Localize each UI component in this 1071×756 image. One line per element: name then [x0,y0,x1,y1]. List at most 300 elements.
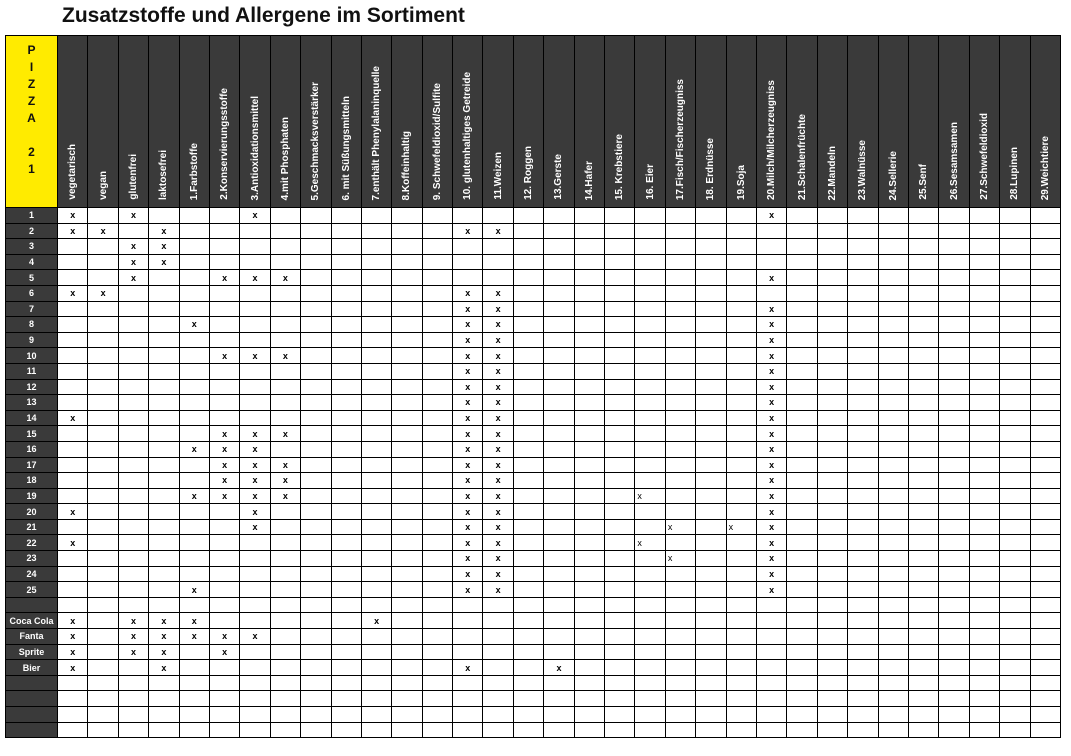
table-cell [58,348,88,364]
table-cell [270,317,300,333]
table-cell [240,332,270,348]
table-cell [422,691,452,707]
table-cell: x [240,208,270,224]
table-cell [878,410,908,426]
table-cell [908,707,938,723]
table-row [6,457,1061,473]
column-header-label: 17.Fisch/Fischerzeugniss [675,78,686,200]
table-cell [605,239,635,255]
table-cell [605,535,635,551]
table-cell [331,691,361,707]
table-cell [635,597,665,613]
table-cell [301,488,331,504]
table-cell [331,473,361,489]
table-cell [361,348,391,364]
table-cell [513,707,543,723]
row-label: 2 [6,223,58,239]
table-cell [878,488,908,504]
table-cell [361,410,391,426]
table-cell [118,301,148,317]
table-cell [544,473,574,489]
table-cell [969,208,999,224]
table-cell [179,223,209,239]
table-cell [665,317,695,333]
table-cell: x [756,332,786,348]
table-cell [1000,488,1030,504]
table-cell [605,426,635,442]
table-cell [453,239,483,255]
table-cell [574,722,604,738]
table-cell [179,473,209,489]
table-cell [726,660,756,676]
table-cell [301,285,331,301]
table-cell [726,270,756,286]
table-cell [635,707,665,723]
table-cell [1000,208,1030,224]
table-cell: x [361,613,391,629]
column-header [544,36,574,208]
table-cell [817,629,847,645]
table-cell [605,660,635,676]
table-cell [878,597,908,613]
table-cell [908,535,938,551]
table-cell [422,707,452,723]
table-cell [361,473,391,489]
table-cell: x [756,208,786,224]
table-cell [331,504,361,520]
table-cell [817,332,847,348]
table-cell [422,644,452,660]
table-cell [331,332,361,348]
table-cell [787,660,817,676]
table-cell [1000,566,1030,582]
table-cell [665,332,695,348]
table-cell [969,473,999,489]
table-cell [209,519,239,535]
table-cell [331,285,361,301]
table-cell [513,379,543,395]
table-cell [969,270,999,286]
table-cell [939,519,969,535]
table-cell [817,254,847,270]
table-cell [1030,285,1060,301]
table-cell [817,691,847,707]
table-cell [118,660,148,676]
table-cell [574,660,604,676]
table-cell [88,582,118,598]
table-cell: x [726,519,756,535]
table-cell [392,208,422,224]
table-cell [817,644,847,660]
table-cell [179,457,209,473]
table-cell [817,441,847,457]
table-cell [787,363,817,379]
table-cell [696,535,726,551]
table-cell [574,395,604,411]
table-cell [696,566,726,582]
table-cell [361,441,391,457]
corner-letter: 1 [28,162,35,176]
table-cell [726,301,756,317]
table-cell [908,395,938,411]
table-cell [635,254,665,270]
table-cell [392,473,422,489]
table-cell [605,582,635,598]
table-cell [787,426,817,442]
table-cell [969,285,999,301]
table-cell [787,441,817,457]
table-cell: x [118,644,148,660]
table-cell [665,301,695,317]
table-cell [939,473,969,489]
column-header [88,36,118,208]
table-cell [544,441,574,457]
table-cell [939,223,969,239]
table-cell: x [209,457,239,473]
table-cell [969,675,999,691]
table-cell [817,675,847,691]
table-cell [149,426,179,442]
table-cell [878,254,908,270]
table-cell [453,691,483,707]
table-cell [58,582,88,598]
table-cell [939,535,969,551]
table-cell [422,410,452,426]
table-cell [726,363,756,379]
table-cell: x [756,457,786,473]
table-cell [179,239,209,255]
table-cell [240,675,270,691]
corner-letter [6,127,57,144]
table-cell [392,660,422,676]
table-cell [969,613,999,629]
table-cell [179,504,209,520]
table-cell [1000,457,1030,473]
row-label: 3 [6,239,58,255]
row-label: Fanta [6,629,58,645]
column-header-label: 3.Antioxidationsmittel [249,95,261,200]
table-cell [696,223,726,239]
table-cell [696,410,726,426]
column-header-label: 12. Roggen [523,146,535,200]
table-cell: x [149,660,179,676]
table-cell [574,566,604,582]
table-cell [574,457,604,473]
table-cell [179,722,209,738]
table-cell [179,395,209,411]
table-cell [908,675,938,691]
column-header-label: 16. Eier [644,164,656,200]
table-cell [878,270,908,286]
table-cell [179,301,209,317]
table-cell [574,488,604,504]
table-cell [696,504,726,520]
table-cell [939,457,969,473]
table-cell [848,504,878,520]
table-cell [209,597,239,613]
table-cell [908,239,938,255]
table-cell [270,660,300,676]
table-cell [392,317,422,333]
table-cell [118,675,148,691]
table-cell [209,223,239,239]
table-cell [969,239,999,255]
table-cell [118,348,148,364]
row-label: 16 [6,441,58,457]
table-cell [331,348,361,364]
table-cell: x [179,441,209,457]
table-cell [392,254,422,270]
table-cell [1030,629,1060,645]
table-cell [1030,722,1060,738]
table-cell [605,629,635,645]
table-cell [1000,348,1030,364]
table-cell [696,488,726,504]
table-cell [392,613,422,629]
table-cell [756,223,786,239]
table-cell [361,535,391,551]
table-cell [149,722,179,738]
table-cell [1030,239,1060,255]
table-cell [665,363,695,379]
table-cell [726,551,756,567]
table-cell [88,488,118,504]
table-cell [908,457,938,473]
table-cell [574,519,604,535]
table-cell [939,675,969,691]
table-cell [574,597,604,613]
table-cell [1000,395,1030,411]
table-cell [301,332,331,348]
table-cell [301,254,331,270]
table-cell [817,457,847,473]
table-cell [270,301,300,317]
table-cell [483,270,513,286]
table-cell [574,239,604,255]
table-cell [240,660,270,676]
table-cell [392,488,422,504]
table-cell [605,395,635,411]
table-cell [908,410,938,426]
allergen-table [5,35,1061,738]
table-cell [635,675,665,691]
table-cell [270,551,300,567]
table-cell [1030,488,1060,504]
table-cell [270,722,300,738]
table-cell [848,317,878,333]
table-cell [787,707,817,723]
table-cell [848,410,878,426]
table-cell [1000,270,1030,286]
column-header-label: 19.Soja [735,164,747,200]
table-cell [878,613,908,629]
table-cell [1000,691,1030,707]
table-cell [422,270,452,286]
column-header-label: 8.Koffeinhaltig [401,130,413,200]
column-header [58,36,88,208]
table-cell [149,504,179,520]
table-cell [1030,691,1060,707]
table-cell: x [483,519,513,535]
table-cell [726,317,756,333]
table-cell [513,675,543,691]
table-cell [88,644,118,660]
table-cell [422,504,452,520]
table-cell [848,519,878,535]
table-cell: x [270,488,300,504]
table-cell [939,317,969,333]
table-cell [149,348,179,364]
table-cell [544,301,574,317]
table-cell [179,270,209,286]
column-header [1000,36,1030,208]
table-cell [58,597,88,613]
column-header [574,36,604,208]
table-cell [88,363,118,379]
table-cell [696,208,726,224]
table-cell [939,551,969,567]
table-cell [1000,504,1030,520]
table-cell [756,707,786,723]
table-cell [787,348,817,364]
table-cell [513,363,543,379]
table-cell [878,691,908,707]
table-cell [665,644,695,660]
table-cell [848,363,878,379]
table-cell [1030,254,1060,270]
table-cell [301,597,331,613]
table-cell: x [118,613,148,629]
table-cell: x [453,519,483,535]
table-cell [331,208,361,224]
table-cell [1030,519,1060,535]
table-cell [270,379,300,395]
table-cell [635,566,665,582]
table-cell [696,332,726,348]
table-cell: x [453,410,483,426]
table-cell: x [179,629,209,645]
table-row [6,426,1061,442]
table-cell [1000,363,1030,379]
table-cell [118,426,148,442]
table-cell: x [118,629,148,645]
column-header-label: 13.Gerste [553,154,565,200]
table-cell [1030,426,1060,442]
column-header-label: laktosefrei [158,149,170,200]
column-header-label: 21.Schalenfrüchte [796,113,808,200]
table-cell: x [483,348,513,364]
table-cell [240,285,270,301]
table-cell [848,285,878,301]
table-cell [908,285,938,301]
table-cell [1000,426,1030,442]
table-cell [331,363,361,379]
table-cell [361,675,391,691]
table-cell [787,582,817,598]
table-cell [513,613,543,629]
table-cell [574,644,604,660]
table-cell [665,488,695,504]
table-cell [969,348,999,364]
table-cell [908,473,938,489]
table-cell [513,488,543,504]
table-cell [331,395,361,411]
table-cell [118,488,148,504]
table-cell [301,566,331,582]
table-cell [1030,301,1060,317]
table-cell: x [756,504,786,520]
column-header [149,36,179,208]
table-cell [696,613,726,629]
table-row [6,613,1061,629]
table-cell: x [58,535,88,551]
table-cell [513,457,543,473]
table-cell [544,270,574,286]
corner-letter: A [27,111,36,125]
table-cell [422,566,452,582]
row-label: 9 [6,332,58,348]
column-header [301,36,331,208]
table-cell [574,379,604,395]
table-cell [331,410,361,426]
table-cell [392,270,422,286]
row-label: 7 [6,301,58,317]
table-cell [939,254,969,270]
table-cell [969,363,999,379]
table-cell [574,675,604,691]
table-cell [848,270,878,286]
table-cell [878,208,908,224]
table-cell [179,707,209,723]
table-cell [969,519,999,535]
table-cell [422,348,452,364]
table-cell [605,379,635,395]
table-cell [483,722,513,738]
table-cell [270,441,300,457]
table-cell [848,239,878,255]
table-cell [483,208,513,224]
table-cell: x [453,660,483,676]
table-cell [361,285,391,301]
table-cell [544,551,574,567]
table-cell [787,504,817,520]
table-cell [513,722,543,738]
table-cell [969,441,999,457]
table-row [6,722,1061,738]
column-header-label: 29.Weichtiere [1039,135,1051,200]
table-cell [361,223,391,239]
table-cell [635,660,665,676]
table-cell [1000,660,1030,676]
table-cell [878,707,908,723]
table-cell [908,613,938,629]
table-cell [422,395,452,411]
table-cell [939,722,969,738]
table-cell [270,285,300,301]
table-cell: x [756,519,786,535]
table-cell [88,519,118,535]
table-cell [696,254,726,270]
table-cell [240,722,270,738]
table-cell [787,301,817,317]
table-cell [422,379,452,395]
column-header-label: 5.Geschmacksverstärker [310,81,322,200]
table-cell [969,457,999,473]
table-cell [696,675,726,691]
table-cell [817,426,847,442]
table-cell [392,363,422,379]
table-cell [301,519,331,535]
